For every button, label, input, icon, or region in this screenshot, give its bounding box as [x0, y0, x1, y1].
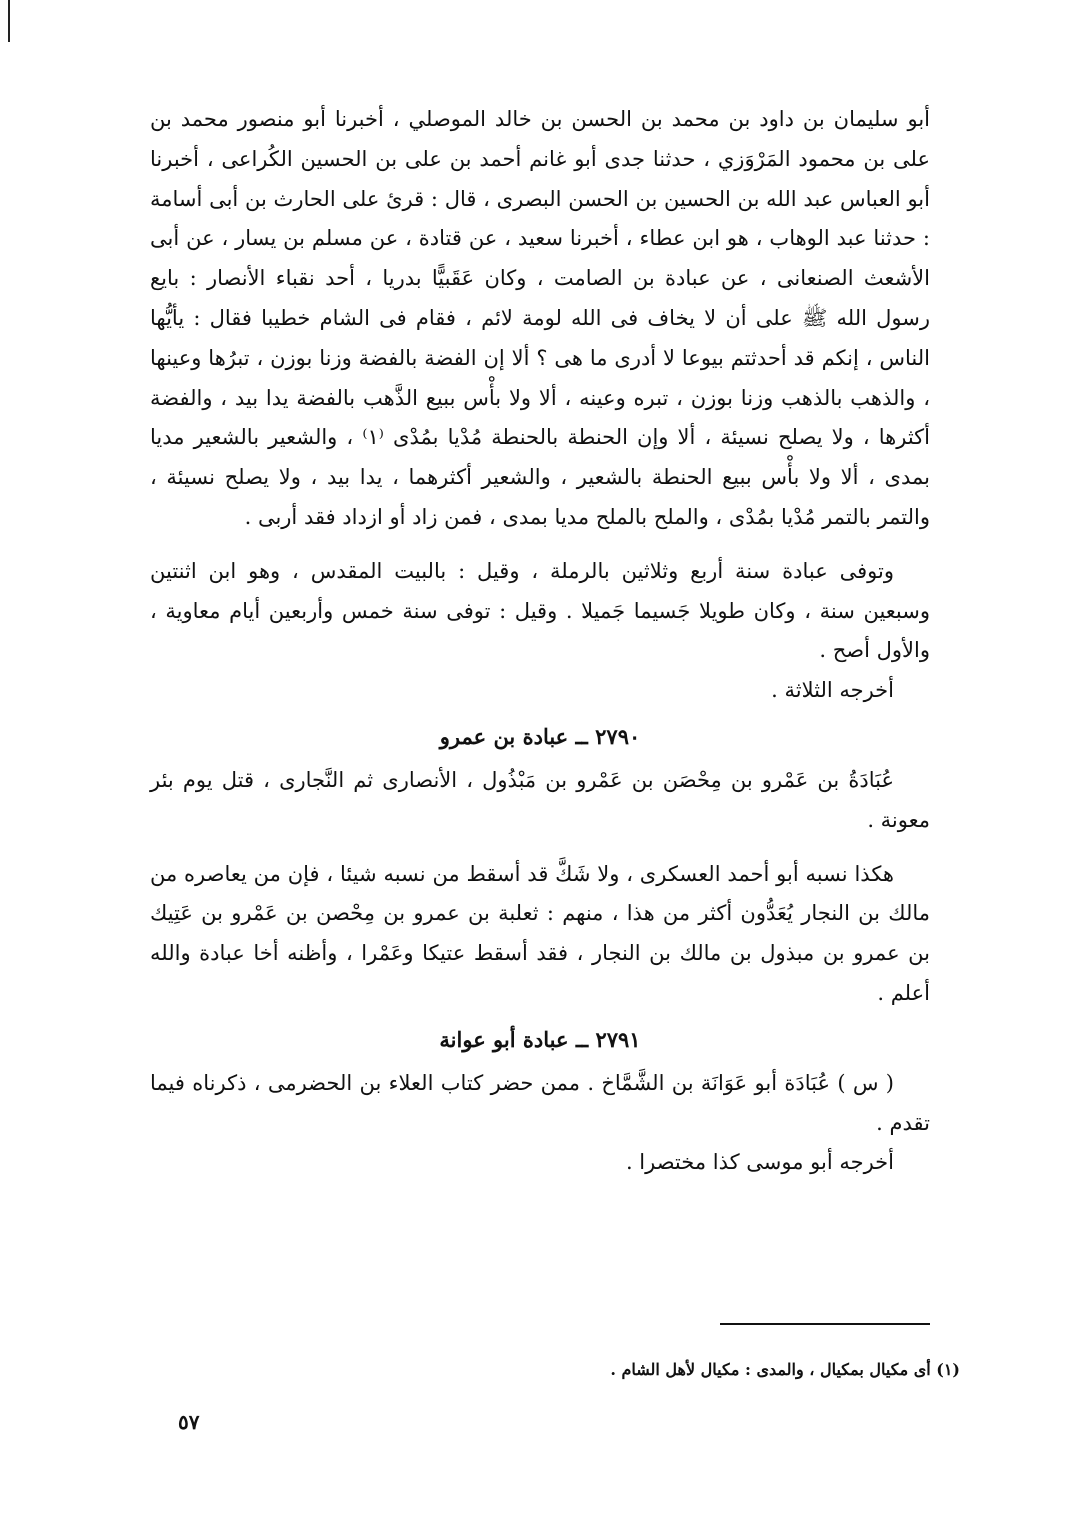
- page-body: [150, 100, 930, 1183]
- edge-mark: [8, 0, 10, 42]
- entry-heading-2791: ٢٧٩١ ــ عبادة أبو عوانة: [439, 1026, 641, 1052]
- paragraph-death: وتوفى عبادة سنة أربع وثلاثين بالرملة ، وقيل : بالبيت المقدس ، وهو ابن اثنتين وسبعين سنة ، وكان طويلا جَسيما جَميلا . وقيل : توفى سنة خمس وأربعين أيام معاوية ، والأول أصح .: [150, 558, 930, 663]
- footnote: (١) أى مكيال بمكيال ، والمدى : مكيال لأهل الشام .: [610, 1360, 960, 1379]
- paragraph-abu-awana-closing: أخرجه أبو موسى كذا مختصرا .: [625, 1150, 894, 1175]
- paragraph-abu-awana: ( س ) عُبَادَة أبو عَوَانَة بن الشَّمَّاخ . ممن حضر كتاب العلاء بن الحضرمى ، ذكرناه فيما تقدم .: [150, 1070, 930, 1135]
- paragraph-lineage: هكذا نسبه أبو أحمد العسكرى ، ولا شَكَّ قد أسقط من نسبه شيئا ، فإن من يعاصره من مالك بن النجار يُعَدُّون أكثر من هذا ، منهم : ثعلبة بن عمرو بن مِحْصن بن عَمْرو بن عَتِيك بن عمرو بن مبذول بن مالك بن النجار ، فقد أسقط عتيكا وعَمْرا ، وأظنه أخا عبادة والله أعلم .: [150, 861, 930, 1005]
- paragraph-ubada-amr: عُبَادَةُ بن عَمْرو بن مِحْصَن بن عَمْرو بن مَبْذُول ، الأنصارى ثم النَّجارى ، قتل يوم بئر معونة .: [150, 767, 930, 832]
- paragraph-death-closing: أخرجه الثلاثة .: [771, 678, 894, 703]
- footnote-divider: [720, 1323, 930, 1325]
- paragraph-hadith: أبو سليمان بن داود بن محمد بن الحسن بن خالد الموصلي ، أخبرنا أبو منصور محمد بن على بن محمود المَرْوَزي ، حدثنا جدى أبو غانم أحمد بن على بن الحسين الكُراعى ، أخبرنا أبو العباس عبد الله بن الحسين بن الحسن البصرى ، قال : قرئ على الحارث بن أبى أسامة : حدثنا عبد الوهاب ، هو ابن عطاء ، أخبرنا سعيد ، عن قتادة ، عن مسلم بن يسار ، عن أبى الأشعث الصنعانى ، عن عبادة بن الصامت ، وكان عَقَبيًّا بدريا ، أحد نقباء الأنصار : بايع رسول الله ﷺ على أن لا يخاف فى الله لومة لائم ، فقام فى الشام خطيبا فقال : يأيُّها الناس ، إنكم قد أحدثتم بيوعا لا أدرى ما هى ؟ ألا إن الفضة بالفضة وزنا بوزن ، تبرُها وعينها ، والذهب بالذهب وزنا بوزن ، تبره وعينه ، ألا ولا بأْس ببيع الذَّهب بالفضة يدا بيد ، والفضة أكثرها ، ولا يصلح نسيئة ، ألا وإن الحنطة بالحنطة مُدْيا بمُدْى ⁽١⁾ ، والشعير بالشعير مديا بمدى ، ألا ولا بأْس ببيع الحنطة بالشعير ، والشعير أكثرهما ، يدا بيد ، ولا يصلح نسيئة ، والتمر بالتمر مُدْيا بمُدْى ، والملح بالملح مديا بمدى ، فمن زاد أو ازداد فقد أربى .: [150, 107, 930, 529]
- page-number: ٥٧: [178, 1410, 200, 1434]
- entry-heading-2790: ٢٧٩٠ ــ عبادة بن عمرو: [439, 723, 641, 749]
